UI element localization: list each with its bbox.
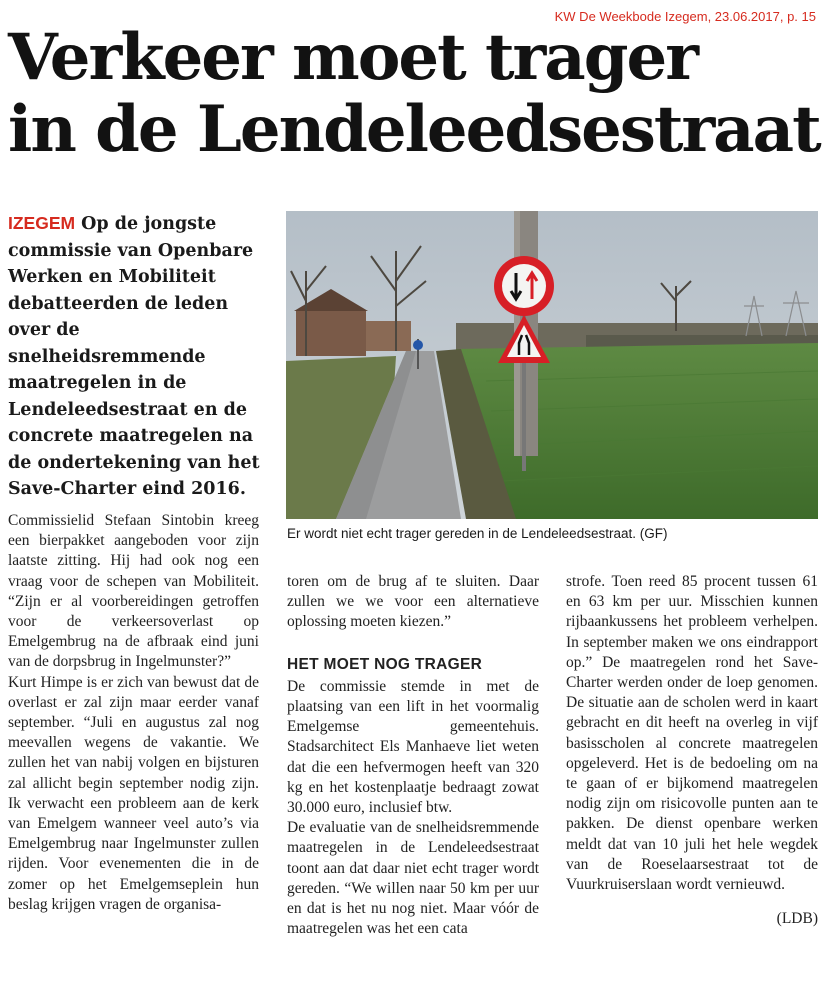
headline-line-2: in de Lendeleedsestraat [8,92,820,167]
road-scene-illustration [286,211,818,519]
paragraph-2-part-2: toren om de brug af te sluiten. Daar zullen we we voor een alternatieve oplossing moeten kiezen.” [287,573,539,631]
source-line: KW De Weekbode Izegem, 23.06.2017, p. 15 [554,9,816,24]
author-signature: (LDB) [776,910,818,928]
paragraph-1: Commissielid Stefaan Sintobin kreeg een bierpakket aangeboden voor zijn laatste zitting. Hij had ook nog een vraag voor de schepen van Mobiliteit. “Zijn er al voorbereidingen getroffen voor de verkeersoverlast op Emelgembrug na de afbraak eind juni van de dorpsbrug in Ingelmunster?” [8,512,259,671]
article-column-2 [287,572,539,939]
paragraph-2 [8,673,259,915]
article-column-3 [566,572,818,929]
subheading: HET MOET NOG TRAGER [287,655,483,673]
paragraph-2-part-1: Kurt Himpe is er zich van bewust dat de overlast er zal zijn maar eerder vanaf september. “Juli en augustus zal nog meevallen wegens de vakantie. We zullen het van nabij volgen en bijsturen zal allicht begin september nodig zijn. Ik verwacht een probleem aan de kerk van Emelgem wanneer veel auto’s via Emelgembrug naar Ingelmunster zullen rijden. Voor evenementen die in de zomer op het Emelgemseplein hun beslag krijgen vragen de organisa- [8,673,259,913]
photo-caption: Er wordt niet echt trager gereden in de Lendeleedsestraat. (GF) [287,526,668,541]
paragraph-3: De commissie stemde in met de plaatsing van een lift in het voormalig Emelgemse gemeentehuis. Stadsarchitect Els Manhaeve liet weten dat die een hefvermogen heeft van 320 kg en het kostenplaatje bedraagt zowat 30.000 euro, inclusief btw. [287,677,539,817]
lead-paragraph [8,210,266,503]
article-column-1 [8,511,259,915]
lead-text: Op de jongste commissie van Openbare Werken en Mobiliteit debatteerden de leden over de snelheidsremmende maatregelen in de Lendeleedsestraat en de concrete maatregelen na de ondertekening van het Save-Charter eind 2016. [8,214,260,499]
headline [8,22,820,166]
dateline-place: IZEGEM [8,213,76,233]
paragraph-2-continued [287,572,539,633]
paragraph-4 [287,818,539,939]
paragraph-4-part-2: strofe. Toen reed 85 procent tussen 61 en 63 km per uur. Misschien kunnen rijbaankussens het probleem verhelpen. In september maken we ons eindrapport op.” De maatregelen rond het Save-Charter werden onder de loep genomen. De situatie aan de scholen werd in kaart gebracht en dit heeft na overleg in vijf basisscholen al concrete maatregelen opgeleverd. Het is de bedoeling om na te gaan of er bijkomend maatregelen nodig zijn om risicovolle punten aan te pakken. De dienst openbare werken meldt dat van 10 juli het hele wegdek van de Roeselaarsestraat tot de Vuurkruiserslaan wordt vernieuwd. [566,573,818,894]
paragraph-4-continued [566,572,818,895]
headline-line-1: Verkeer moet trager [8,20,697,95]
paragraph-4-part-1: De evaluatie van de snelheidsremmende maatregelen in de Lendeleedsestraat toont aan dat daar niet echt trager wordt gereden. “We willen naar 50 km per uur en dat is het nu nog niet. Maar vóór de maatregelen was het een cata [287,819,539,938]
article-photo [286,211,818,519]
